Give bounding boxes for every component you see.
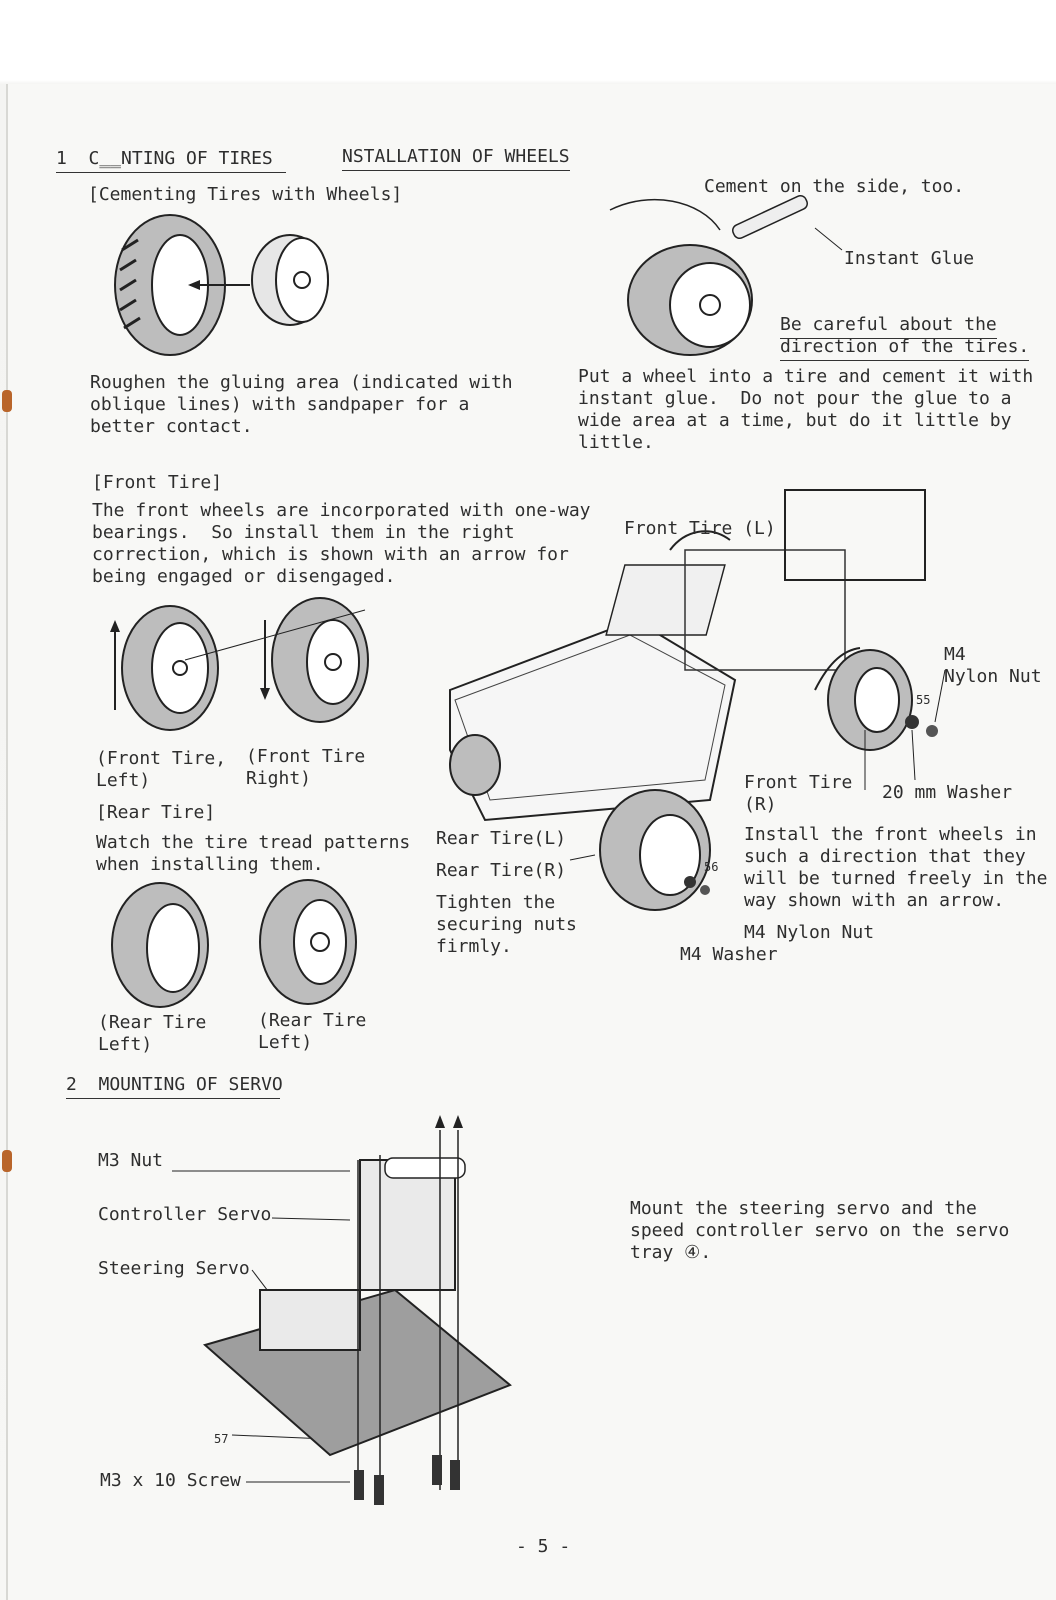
- m3-screw-label: M3 x 10 Screw: [100, 1470, 241, 1491]
- front-tire-text: The front wheels are incorporated with one-way bearings. So install them in the right correction, which is shown with an arrow for being engaged or disengaged.: [92, 500, 591, 587]
- binding-stain: [2, 1150, 12, 1172]
- steering-servo-label: Steering Servo: [98, 1258, 250, 1279]
- front-tire-right-caption: (Front Tire Right): [246, 746, 366, 789]
- front-tire-left-caption: (Front Tire, Left): [96, 748, 227, 791]
- rear-tire-left-caption-1: (Rear Tire Left): [98, 1012, 207, 1055]
- rear-tire-text: Watch the tire tread patterns when installing them.: [96, 832, 411, 875]
- part-56-label: 56: [704, 860, 719, 874]
- part-57-label: 57: [214, 1432, 229, 1446]
- section2-heading: 2 MOUNTING OF SERVO: [66, 1074, 280, 1099]
- section1-heading-right: NSTALLATION OF WHEELS: [342, 146, 570, 171]
- cement-side-label: Cement on the side, too.: [704, 176, 965, 197]
- controller-servo-label: Controller Servo: [98, 1204, 272, 1225]
- m4-nylon-nut-top-label: M4 Nylon Nut: [944, 644, 1042, 687]
- instant-glue-label: Instant Glue: [844, 248, 975, 269]
- m4-nylon-nut-bottom-label: M4 Nylon Nut: [744, 922, 875, 943]
- careful-line2: direction of the tires.: [780, 336, 1029, 361]
- section1-heading-left: 1 C‗‗NTING OF TIRES: [56, 148, 286, 173]
- tighten-text: Tighten the securing nuts firmly.: [436, 892, 577, 957]
- washer-20mm-label: 20 mm Washer: [882, 782, 1013, 803]
- front-tire-l-label: Front Tire (L): [624, 518, 776, 539]
- tire-wheel-illustration: [110, 210, 350, 360]
- roughen-text: Roughen the gluing area (indicated with oblique lines) with sandpaper for a better contact.: [90, 372, 513, 437]
- cementing-subheading: [Cementing Tires with Wheels]: [88, 184, 403, 205]
- m4-washer-label: M4 Washer: [680, 944, 778, 965]
- servo-tray-illustration: [160, 1110, 520, 1530]
- careful-line1: Be careful about the: [780, 314, 997, 339]
- rear-tire-heading: [Rear Tire]: [96, 802, 216, 823]
- front-tires-illustration: [105, 600, 385, 740]
- binding-stain: [2, 390, 12, 412]
- put-wheel-text: Put a wheel into a tire and cement it with instant glue. Do not pour the glue to a wide area at a time, but do it little by little.: [578, 366, 1034, 453]
- rear-tires-illustration: [105, 880, 365, 1020]
- rear-tire-l-label: Rear Tire(L): [436, 828, 567, 849]
- install-front-wheels-text: Install the front wheels in such a direction that they will be turned freely in the way shown with an arrow.: [744, 824, 1048, 911]
- front-tire-heading: [Front Tire]: [92, 472, 223, 493]
- m3-nut-label: M3 Nut: [98, 1150, 164, 1171]
- mount-servo-text: Mount the steering servo and the speed controller servo on the servo tray ④.: [630, 1198, 1010, 1263]
- rear-tire-r-label: Rear Tire(R): [436, 860, 567, 881]
- rear-tire-left-caption-2: (Rear Tire Left): [258, 1010, 367, 1053]
- front-tire-r-label: Front Tire (R): [744, 772, 853, 815]
- part-55-label: 55: [916, 693, 931, 707]
- page-number: - 5 -: [516, 1536, 571, 1557]
